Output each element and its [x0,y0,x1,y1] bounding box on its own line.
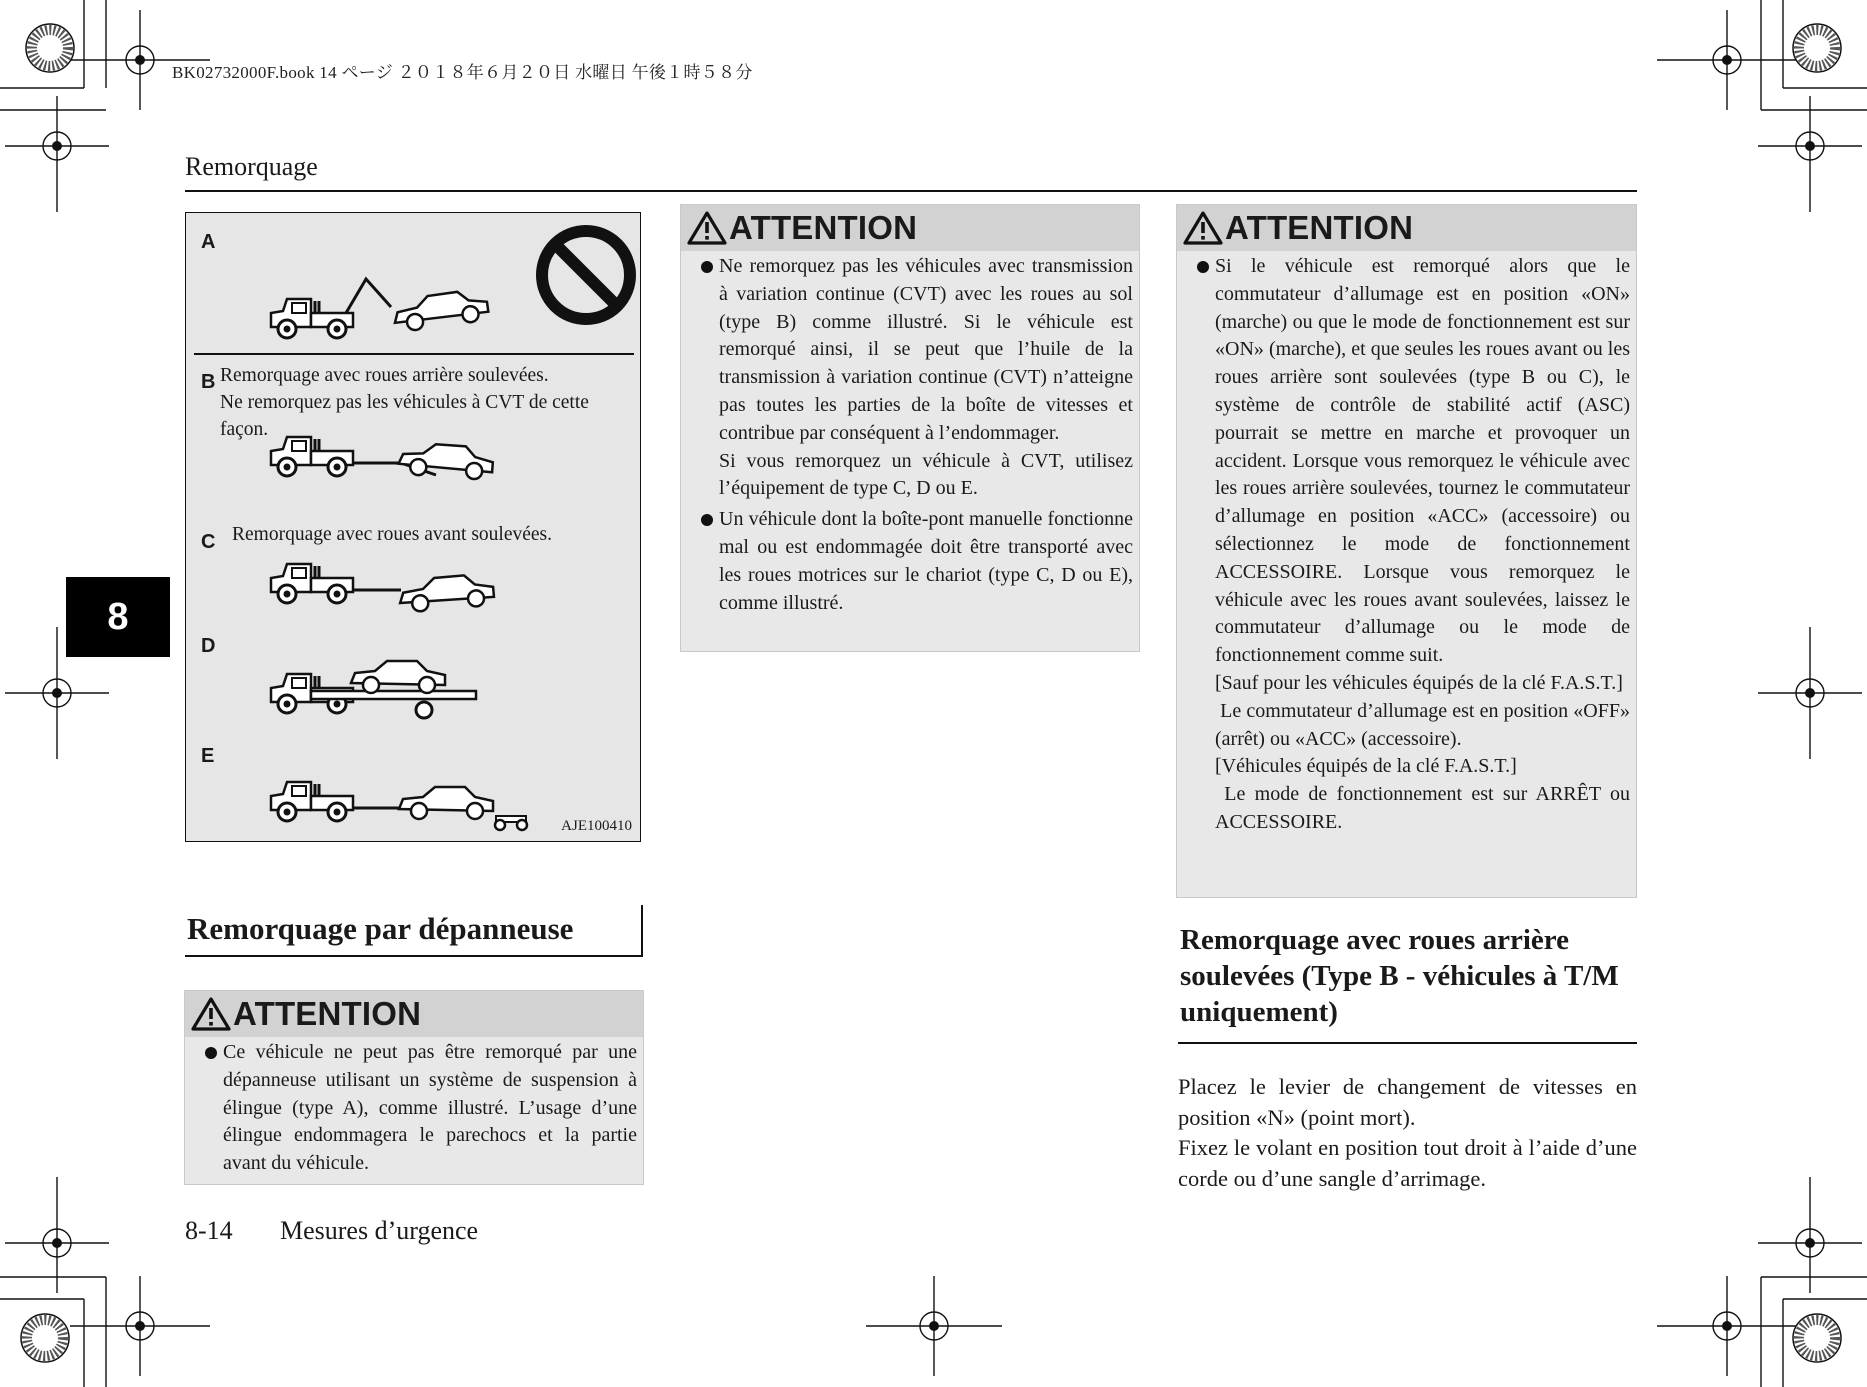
attention-header [1177,205,1636,251]
print-header: BK02732000F.book 14 ページ ２０１８年６月２０日 水曜日 午後１時５８分 [172,63,753,82]
attention-text: [Véhicules équipés de la clé F.A.S.T.] [1215,755,1517,778]
type-c-caption: Remorquage avec roues avant soulevées. [232,524,552,545]
attention-item [687,253,1133,503]
warning-triangle-icon [1183,210,1223,246]
prohibited-icon [542,231,630,319]
heading-depanneuse: Remorquage par dépanneuse [187,911,574,946]
bullet-icon [205,1047,217,1059]
attention-body [185,1037,643,1178]
type-c-letter: C [201,531,216,553]
bullet-icon [701,261,713,273]
footer-section-name: Mesures d’urgence [280,1216,479,1245]
section-title: Remorquage [185,152,318,181]
type-e-letter: E [201,745,215,767]
attention-box-depanneuse [184,990,644,1185]
attention-label: ATTENTION [729,209,918,246]
header-rule [185,190,1637,192]
attention-item [687,506,1133,617]
warning-triangle-icon [687,210,727,246]
attention-text: Le mode de fonctionnement est sur ARRÊT ou ACCESSOIRE. [1215,783,1634,833]
attention-item [191,1039,637,1178]
attention-body [681,251,1139,617]
attention-text: Ce véhicule ne peut pas être remorqué par une dépanneuse utilisant un système de suspension à élingue (type A), comme illustré. L’usage d’une élingue endommagera le parechocs et la partie avant du véhicule. [223,1041,637,1175]
type-b-caption-line: façon. [220,419,269,440]
typeb-instructions [1178,1072,1637,1194]
attention-header [185,991,643,1037]
page-number: 8-14 [185,1216,233,1245]
typeb-paragraph: Placez le levier de changement de vitesses en position «N» (point mort). [1178,1074,1637,1130]
type-a-letter: A [201,231,216,253]
attention-text: [Sauf pour les véhicules équipés de la clé F.A.S.T.] [1215,671,1623,694]
attention-box-asc [1176,204,1637,898]
attention-body [1177,251,1636,837]
bullet-icon [1197,261,1209,273]
warning-triangle-icon [191,996,231,1032]
type-b-caption-line: Remorquage avec roues arrière soulevées. [220,365,549,386]
heading-typeb: Remorquage avec roues arrière soulevées (Type B - véhicules à T/M uniquement) [1180,924,1619,1028]
attention-item [1183,253,1635,837]
attention-text: Si vous remorquez un véhicule à CVT, utilisez l’équipement de type C, D ou E. [719,449,1133,500]
heading-typeb-rule [1178,1042,1637,1044]
attention-text: Ne remorquez pas les véhicules avec transmission à variation continue (CVT) avec les roues au sol (type B) comme illustré. Si le véhicule est remorqué ainsi, il se peut que l’huile de la transmission à variation continue (CVT) n’atteigne pas toutes les parties de la boîte de vitesses et contribue par conséquent à l’endommager. [719,255,1133,444]
type-b-letter: B [201,371,216,393]
type-b-caption [220,362,640,443]
chapter-tab: 8 [66,577,170,657]
attention-label: ATTENTION [1225,209,1414,246]
typeb-paragraph: Fixez le volant en position tout droit à l’aide d’une corde ou d’une sangle d’arrimage. [1178,1135,1637,1191]
type-d-letter: D [201,635,216,657]
attention-text: Si le véhicule est remorqué alors que le commutateur d’allumage est en position «ON» (marche) ou que le mode de fonctionnement est sur «ON» (marche), et que seules les roues avant ou les roues arrière sont soulevées (type B ou C), le système de contrôle de stabilité actif (ASC) pourrait se mettre en marche et provoquer un accident. Lorsque vous remorquez le véhicule avec les roues arrière soulevées, tournez le commutateur d’allumage en position «ACC» (accessoire) ou sélectionnez le mode de fonctionnement ACCESSOIRE. Lorsque vous remorquez le véhicule avec les roues avant soulevées, laissez le commutateur d’allumage ou le mode de fonctionnement comme suit. [1215,255,1630,667]
heading-depanneuse-frame [185,905,643,957]
illustration-code: AJE100410 [561,818,632,834]
type-b-caption-line: Ne remorquez pas les véhicules à CVT de cette [220,392,589,413]
illustration-divider [194,353,634,355]
bullet-icon [701,514,713,526]
towing-types-illustration [185,212,641,842]
attention-text: Un véhicule dont la boîte-pont manuelle fonctionne mal ou est endommagée doit être transporté avec les roues motrices sur le chariot (type C, D ou E), comme illustré. [719,508,1133,614]
attention-text: Le commutateur d’allumage est en position «OFF» (arrêt) ou «ACC» (accessoire). [1215,699,1635,750]
attention-header [681,205,1139,251]
attention-label: ATTENTION [233,995,422,1032]
attention-box-cvt [680,204,1140,652]
